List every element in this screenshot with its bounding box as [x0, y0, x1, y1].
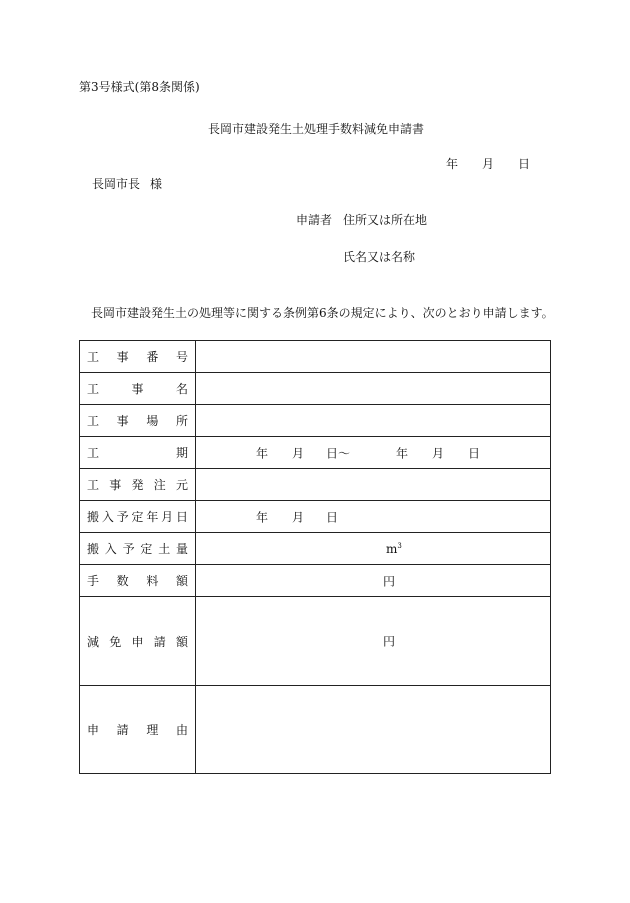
addressee-name: 長岡市長: [92, 177, 141, 191]
row-label-cell: [80, 437, 196, 469]
row-label-cell: [80, 341, 196, 373]
table-row: [80, 501, 551, 533]
period-end-month: 月: [432, 446, 445, 460]
row-label-cell: [80, 533, 196, 565]
construction-period-field[interactable]: [196, 437, 551, 469]
delivery-day: 日: [326, 510, 339, 524]
date-month-label: 月: [482, 157, 495, 171]
period-start-year: 年: [256, 446, 269, 460]
row-label-cell: [80, 686, 196, 774]
application-reason-field[interactable]: [196, 686, 551, 774]
applicant-address-label: 住所又は所在地: [343, 213, 428, 227]
row-label: 工 期: [87, 446, 188, 460]
row-label: 申 請 理 由: [87, 723, 188, 737]
client-field[interactable]: [196, 469, 551, 501]
row-label: 搬 入 予 定 土 量: [87, 542, 188, 556]
volume-unit-base: m: [386, 541, 398, 556]
reduction-unit: 円: [383, 634, 396, 649]
date-year-label: 年: [446, 157, 459, 171]
row-label: 工 事 発 注 元: [87, 478, 188, 492]
applicant-label: 申請者: [296, 213, 333, 227]
intro-text: 長岡市建設発生土の処理等に関する条例第6条の規定により、次のとおり申請します。: [91, 306, 554, 320]
row-label-cell: [80, 405, 196, 437]
period-start-month: 月: [292, 446, 305, 460]
delivery-date-field[interactable]: [196, 501, 551, 533]
row-label: 手 数 料 額: [87, 574, 188, 588]
application-table: [79, 340, 551, 774]
row-label-cell: [80, 565, 196, 597]
period-end-year: 年: [396, 446, 409, 460]
row-label-cell: [80, 373, 196, 405]
form-number: 第3号様式(第8条関係): [79, 80, 200, 94]
row-label: 工 事 場 所: [87, 414, 188, 428]
construction-site-field[interactable]: [196, 405, 551, 437]
construction-number-field[interactable]: [196, 341, 551, 373]
volume-unit-exponent: 3: [397, 541, 402, 550]
table-row: [80, 469, 551, 501]
addressee-honorific: 様: [150, 177, 163, 191]
row-label: 工 事 名: [87, 382, 188, 396]
soil-volume-field[interactable]: [196, 533, 551, 565]
table-row: [80, 533, 551, 565]
table-row: [80, 405, 551, 437]
table-row: [80, 565, 551, 597]
row-label-cell: [80, 597, 196, 686]
table-row: [80, 686, 551, 774]
construction-name-field[interactable]: [196, 373, 551, 405]
document-title: 長岡市建設発生土処理手数料減免申請書: [208, 122, 425, 136]
table-row: [80, 373, 551, 405]
delivery-month: 月: [292, 510, 305, 524]
row-label-cell: [80, 469, 196, 501]
row-label-cell: [80, 501, 196, 533]
row-label: 工 事 番 号: [87, 350, 188, 364]
reduction-amount-field[interactable]: [196, 597, 551, 686]
table-row: [80, 437, 551, 469]
row-label: 搬 入 予 定 年 月 日: [87, 510, 188, 524]
period-end-day: 日: [468, 446, 481, 460]
fee-amount-field[interactable]: [196, 565, 551, 597]
period-start-day: 日〜: [326, 446, 351, 460]
table-row: [80, 597, 551, 686]
row-label: 減 免 申 請 額: [87, 634, 188, 649]
table-row: [80, 341, 551, 373]
applicant-name-label: 氏名又は名称: [343, 250, 416, 264]
volume-unit: [386, 542, 402, 556]
fee-unit: 円: [383, 574, 396, 588]
delivery-year: 年: [256, 510, 269, 524]
date-day-label: 日: [518, 157, 531, 171]
